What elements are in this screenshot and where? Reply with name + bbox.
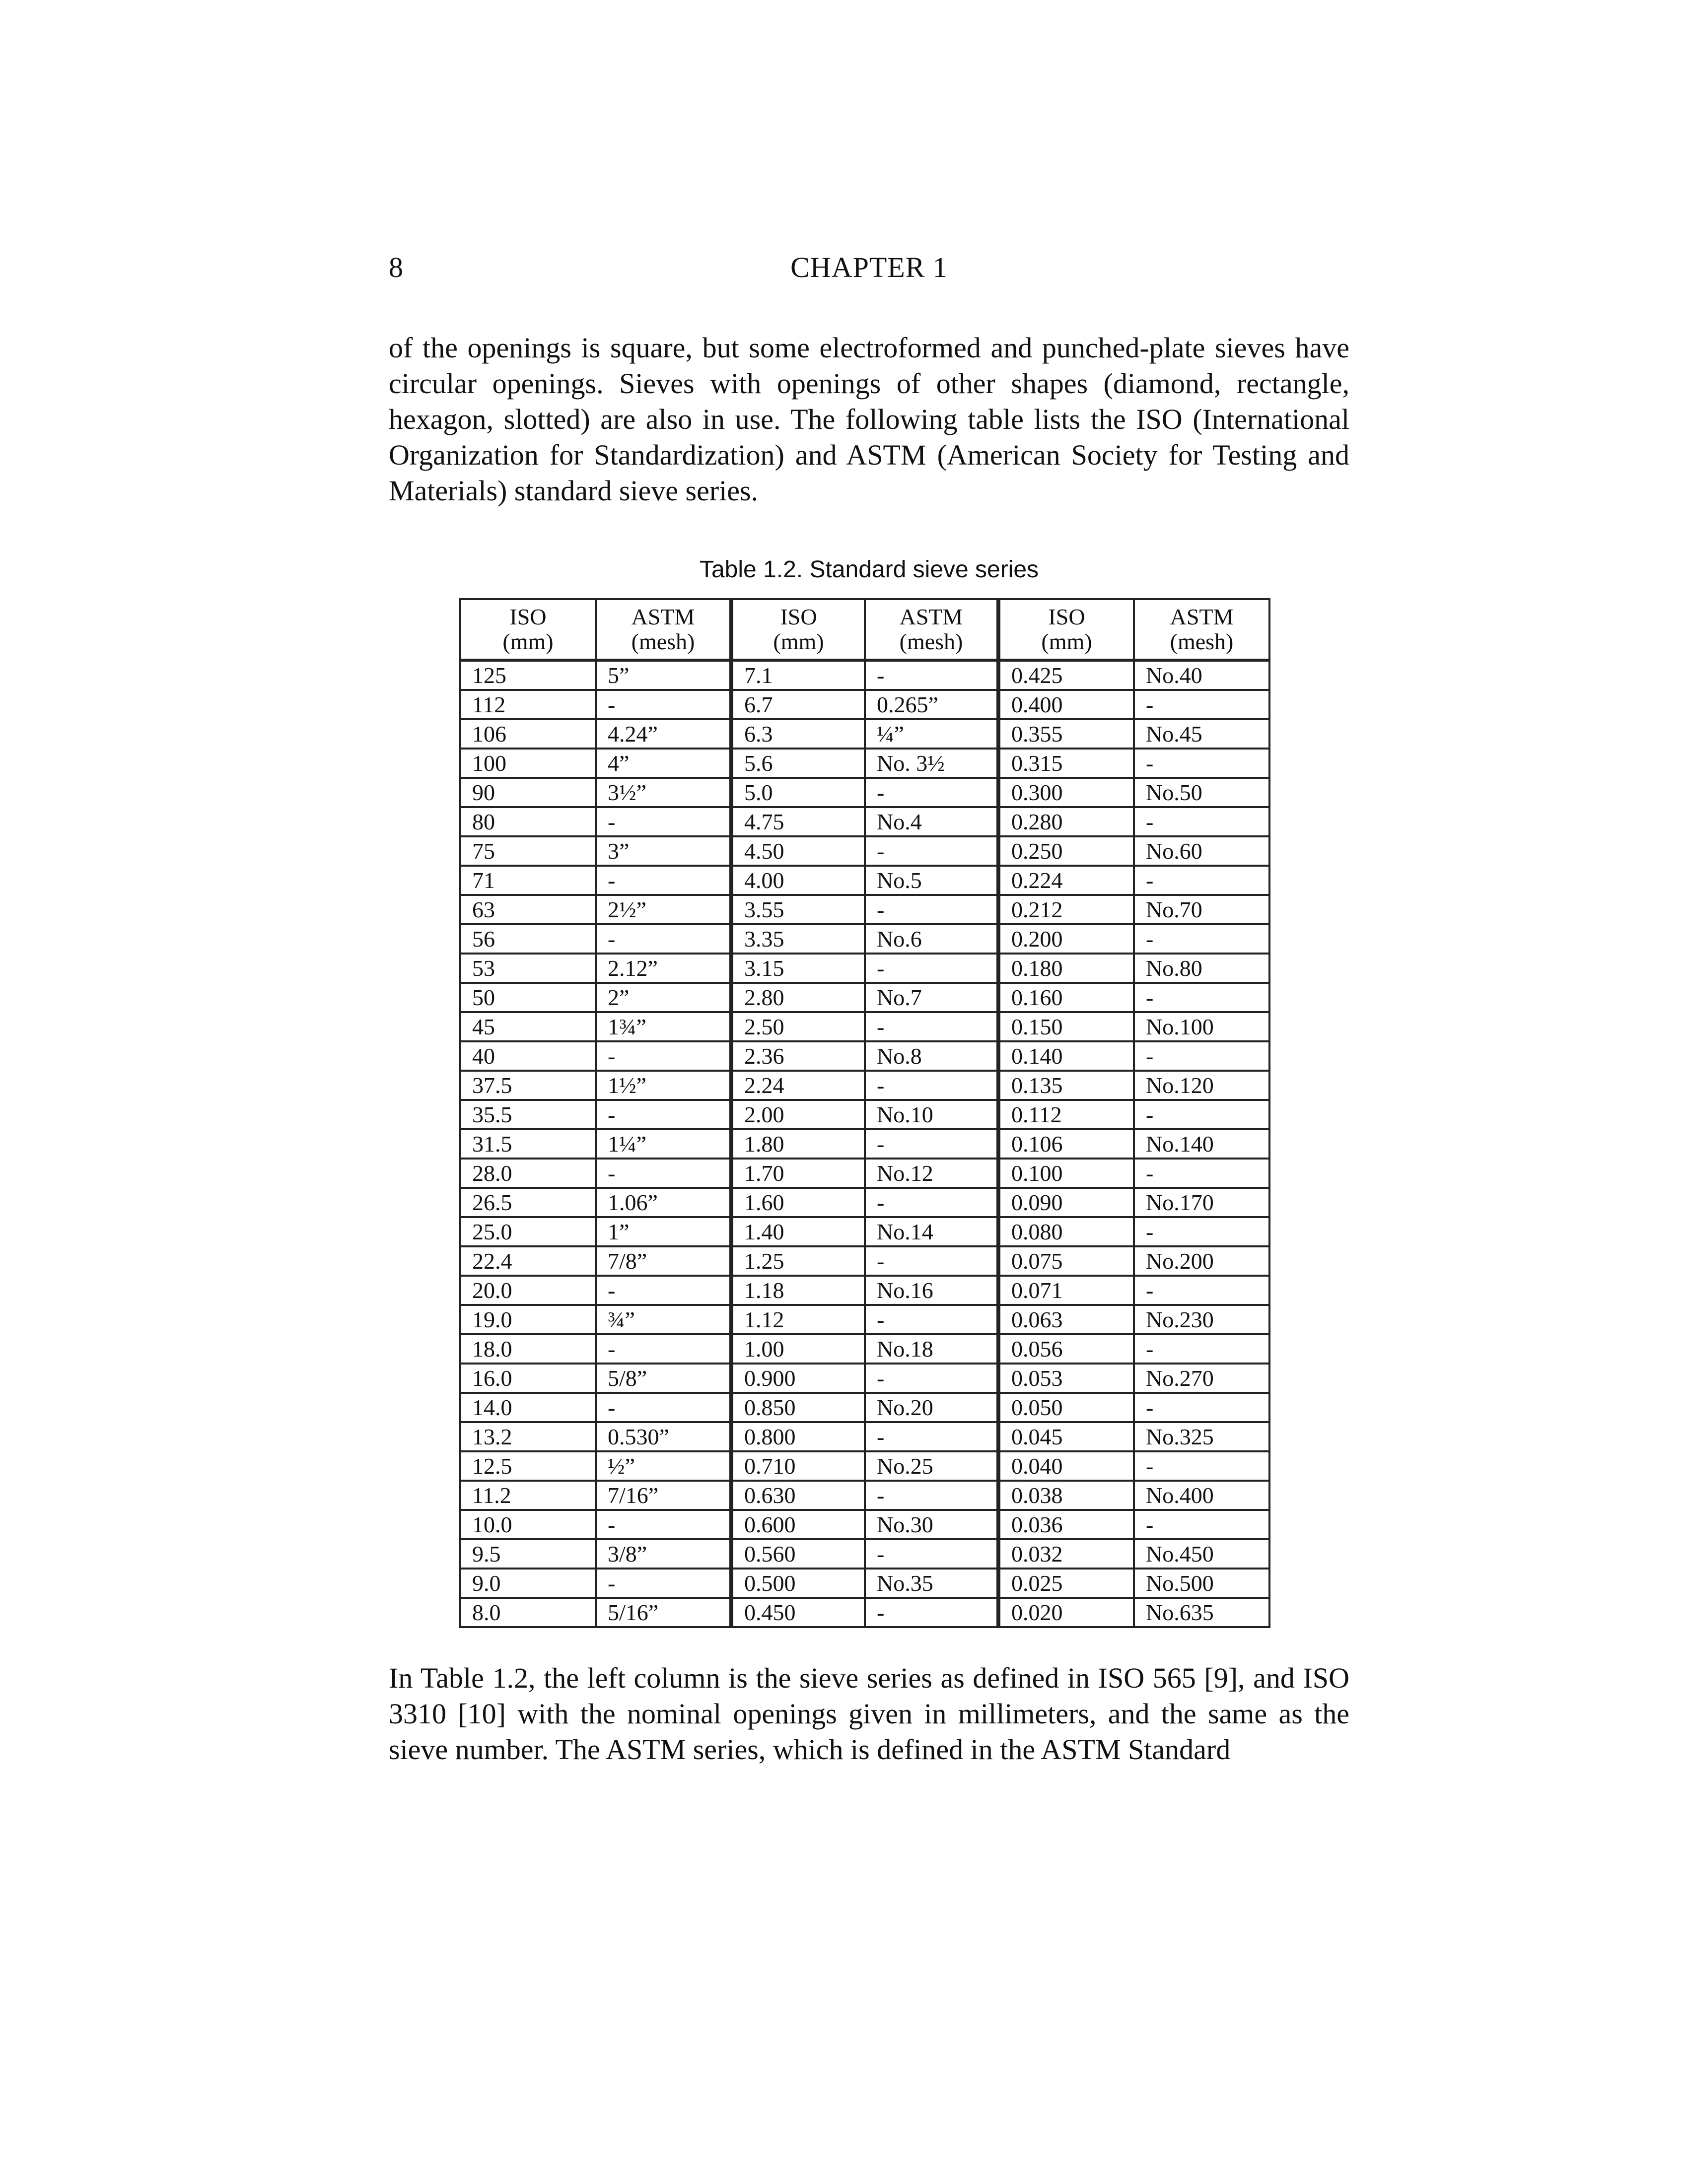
cell-astm-mesh-2: -	[865, 1481, 998, 1510]
cell-iso-mm-1: 71	[460, 866, 596, 895]
header-iso-mm-3: ISO (mm)	[998, 599, 1134, 660]
table-row	[460, 660, 1269, 690]
cell-astm-mesh-3: No.325	[1134, 1422, 1269, 1451]
cell-iso-mm-2: 0.900	[731, 1364, 865, 1393]
cell-iso-mm-3: 0.100	[998, 1159, 1134, 1188]
header-astm-mesh-1: ASTM (mesh)	[596, 599, 731, 660]
cell-astm-mesh-3: No.635	[1134, 1598, 1269, 1627]
cell-iso-mm-2: 1.40	[731, 1217, 865, 1246]
cell-astm-mesh-2: -	[865, 1129, 998, 1159]
cell-iso-mm-3: 0.056	[998, 1334, 1134, 1364]
cell-iso-mm-2: 4.00	[731, 866, 865, 895]
cell-astm-mesh-2: No.25	[865, 1451, 998, 1481]
cell-iso-mm-1: 13.2	[460, 1422, 596, 1451]
cell-iso-mm-3: 0.135	[998, 1071, 1134, 1100]
cell-astm-mesh-2: No.6	[865, 924, 998, 954]
header-row	[460, 599, 1269, 660]
cell-astm-mesh-1: -	[596, 807, 731, 836]
cell-astm-mesh-2: No.7	[865, 983, 998, 1012]
cell-iso-mm-2: 1.70	[731, 1159, 865, 1188]
table-row	[460, 1598, 1269, 1627]
cell-iso-mm-2: 5.6	[731, 749, 865, 778]
cell-astm-mesh-2: No.4	[865, 807, 998, 836]
closing-paragraph: In Table 1.2, the left column is the sieve series as defined in ISO 565 [9], and ISO 3310 [10] with the nominal openings given in millimeters, and the same as the sieve number. The ASTM series, which is defined in the ASTM Standard	[389, 1662, 1349, 1766]
page-number: 8	[389, 251, 403, 283]
cell-astm-mesh-1: 1¼”	[596, 1129, 731, 1159]
cell-astm-mesh-3: No.500	[1134, 1569, 1269, 1598]
cell-iso-mm-2: 6.7	[731, 690, 865, 719]
table-row	[460, 1364, 1269, 1393]
cell-iso-mm-2: 3.15	[731, 954, 865, 983]
cell-astm-mesh-2: No.35	[865, 1569, 998, 1598]
cell-iso-mm-3: 0.036	[998, 1510, 1134, 1539]
cell-astm-mesh-3: No.200	[1134, 1246, 1269, 1276]
cell-iso-mm-3: 0.038	[998, 1481, 1134, 1510]
cell-astm-mesh-2: -	[865, 1364, 998, 1393]
cell-iso-mm-3: 0.106	[998, 1129, 1134, 1159]
cell-iso-mm-2: 1.00	[731, 1334, 865, 1364]
sieve-series-table	[459, 598, 1270, 1628]
cell-iso-mm-1: 37.5	[460, 1071, 596, 1100]
cell-astm-mesh-2: No.8	[865, 1041, 998, 1071]
table-header	[460, 599, 1269, 660]
cell-astm-mesh-3: No.70	[1134, 895, 1269, 924]
cell-iso-mm-2: 1.60	[731, 1188, 865, 1217]
cell-iso-mm-3: 0.080	[998, 1217, 1134, 1246]
cell-astm-mesh-3: -	[1134, 1510, 1269, 1539]
cell-astm-mesh-1: 1½”	[596, 1071, 731, 1100]
cell-astm-mesh-2: No.20	[865, 1393, 998, 1422]
cell-astm-mesh-2: -	[865, 1071, 998, 1100]
table-row	[460, 1481, 1269, 1510]
cell-iso-mm-1: 26.5	[460, 1188, 596, 1217]
cell-astm-mesh-1: ½”	[596, 1451, 731, 1481]
table-row	[460, 836, 1269, 866]
cell-astm-mesh-2: No.18	[865, 1334, 998, 1364]
cell-astm-mesh-1: 2.12”	[596, 954, 731, 983]
table-row	[460, 1188, 1269, 1217]
cell-iso-mm-1: 8.0	[460, 1598, 596, 1627]
cell-iso-mm-1: 45	[460, 1012, 596, 1041]
cell-astm-mesh-3: No.450	[1134, 1539, 1269, 1569]
table-row	[460, 1393, 1269, 1422]
cell-astm-mesh-3: No.80	[1134, 954, 1269, 983]
cell-astm-mesh-1: 7/8”	[596, 1246, 731, 1276]
table-row	[460, 719, 1269, 749]
table-row	[460, 1510, 1269, 1539]
table-row	[460, 983, 1269, 1012]
table-row	[460, 1569, 1269, 1598]
cell-astm-mesh-1: 3/8”	[596, 1539, 731, 1569]
cell-astm-mesh-1: -	[596, 866, 731, 895]
cell-iso-mm-3: 0.315	[998, 749, 1134, 778]
cell-iso-mm-1: 31.5	[460, 1129, 596, 1159]
cell-iso-mm-2: 0.710	[731, 1451, 865, 1481]
cell-iso-mm-2: 2.50	[731, 1012, 865, 1041]
cell-iso-mm-2: 4.50	[731, 836, 865, 866]
table-row	[460, 1451, 1269, 1481]
cell-astm-mesh-1: -	[596, 1569, 731, 1598]
cell-iso-mm-3: 0.075	[998, 1246, 1134, 1276]
cell-astm-mesh-3: -	[1134, 1217, 1269, 1246]
cell-astm-mesh-1: -	[596, 1393, 731, 1422]
cell-astm-mesh-1: -	[596, 1334, 731, 1364]
cell-astm-mesh-2: -	[865, 1188, 998, 1217]
cell-astm-mesh-2: No.12	[865, 1159, 998, 1188]
cell-iso-mm-3: 0.140	[998, 1041, 1134, 1071]
cell-astm-mesh-2: -	[865, 1246, 998, 1276]
cell-astm-mesh-3: -	[1134, 1334, 1269, 1364]
cell-iso-mm-2: 1.18	[731, 1276, 865, 1305]
cell-astm-mesh-2: No.14	[865, 1217, 998, 1246]
cell-iso-mm-3: 0.053	[998, 1364, 1134, 1393]
cell-iso-mm-1: 125	[460, 660, 596, 690]
cell-iso-mm-2: 2.80	[731, 983, 865, 1012]
cell-iso-mm-1: 56	[460, 924, 596, 954]
cell-astm-mesh-3: No.270	[1134, 1364, 1269, 1393]
cell-astm-mesh-3: -	[1134, 983, 1269, 1012]
cell-astm-mesh-1: 1¾”	[596, 1012, 731, 1041]
cell-iso-mm-2: 4.75	[731, 807, 865, 836]
table-row	[460, 954, 1269, 983]
cell-astm-mesh-3: -	[1134, 924, 1269, 954]
cell-iso-mm-2: 0.560	[731, 1539, 865, 1569]
cell-iso-mm-1: 11.2	[460, 1481, 596, 1510]
cell-iso-mm-3: 0.224	[998, 866, 1134, 895]
cell-astm-mesh-1: 2”	[596, 983, 731, 1012]
cell-iso-mm-1: 20.0	[460, 1276, 596, 1305]
cell-iso-mm-2: 0.630	[731, 1481, 865, 1510]
cell-iso-mm-2: 1.25	[731, 1246, 865, 1276]
cell-astm-mesh-3: No.50	[1134, 778, 1269, 807]
table-row	[460, 895, 1269, 924]
page-header	[389, 251, 1349, 295]
cell-astm-mesh-3: No.170	[1134, 1188, 1269, 1217]
cell-iso-mm-1: 63	[460, 895, 596, 924]
cell-astm-mesh-1: 4”	[596, 749, 731, 778]
header-astm-mesh-2: ASTM (mesh)	[865, 599, 998, 660]
cell-astm-mesh-1: -	[596, 690, 731, 719]
cell-astm-mesh-1: -	[596, 1159, 731, 1188]
cell-astm-mesh-3: No.400	[1134, 1481, 1269, 1510]
cell-iso-mm-3: 0.150	[998, 1012, 1134, 1041]
cell-astm-mesh-3: No.45	[1134, 719, 1269, 749]
cell-astm-mesh-1: 7/16”	[596, 1481, 731, 1510]
table-row	[460, 924, 1269, 954]
table-row	[460, 1246, 1269, 1276]
table-row	[460, 807, 1269, 836]
cell-iso-mm-3: 0.050	[998, 1393, 1134, 1422]
table-row	[460, 1041, 1269, 1071]
table-body	[460, 660, 1269, 1627]
table-row	[460, 1276, 1269, 1305]
cell-astm-mesh-2: -	[865, 778, 998, 807]
cell-iso-mm-2: 3.35	[731, 924, 865, 954]
cell-iso-mm-3: 0.250	[998, 836, 1134, 866]
intro-paragraph: of the openings is square, but some electroformed and punched-plate sieves have circular openings. Sieves with openings of other shapes (diamond, rectangle, hexagon, slotted) are also in use. The following table lists the ISO (International Organization for Standardization) and ASTM (American Society for Testing and Materials) standard sieve series.	[389, 332, 1349, 507]
table-row	[460, 1539, 1269, 1569]
cell-astm-mesh-1: -	[596, 1510, 731, 1539]
cell-iso-mm-2: 2.00	[731, 1100, 865, 1129]
cell-astm-mesh-1: -	[596, 1276, 731, 1305]
cell-astm-mesh-1: 5”	[596, 660, 731, 690]
cell-iso-mm-2: 6.3	[731, 719, 865, 749]
cell-iso-mm-1: 22.4	[460, 1246, 596, 1276]
cell-astm-mesh-2: -	[865, 836, 998, 866]
table-row	[460, 1129, 1269, 1159]
table-row	[460, 1012, 1269, 1041]
header-iso-mm-2: ISO (mm)	[731, 599, 865, 660]
cell-astm-mesh-3: -	[1134, 1276, 1269, 1305]
cell-iso-mm-2: 7.1	[731, 660, 865, 690]
cell-iso-mm-3: 0.212	[998, 895, 1134, 924]
cell-astm-mesh-3: -	[1134, 1393, 1269, 1422]
cell-iso-mm-3: 0.020	[998, 1598, 1134, 1627]
cell-iso-mm-2: 0.450	[731, 1598, 865, 1627]
cell-iso-mm-1: 25.0	[460, 1217, 596, 1246]
cell-iso-mm-3: 0.160	[998, 983, 1134, 1012]
cell-iso-mm-3: 0.032	[998, 1539, 1134, 1569]
cell-astm-mesh-3: -	[1134, 807, 1269, 836]
cell-astm-mesh-2: -	[865, 1012, 998, 1041]
cell-astm-mesh-3: -	[1134, 866, 1269, 895]
cell-astm-mesh-3: -	[1134, 1451, 1269, 1481]
cell-iso-mm-2: 2.24	[731, 1071, 865, 1100]
cell-astm-mesh-2: -	[865, 1539, 998, 1569]
cell-iso-mm-3: 0.180	[998, 954, 1134, 983]
cell-astm-mesh-3: -	[1134, 1041, 1269, 1071]
cell-astm-mesh-2: ¼”	[865, 719, 998, 749]
cell-iso-mm-2: 1.80	[731, 1129, 865, 1159]
cell-astm-mesh-1: 5/16”	[596, 1598, 731, 1627]
cell-iso-mm-1: 14.0	[460, 1393, 596, 1422]
cell-astm-mesh-2: -	[865, 660, 998, 690]
cell-iso-mm-2: 3.55	[731, 895, 865, 924]
cell-iso-mm-1: 50	[460, 983, 596, 1012]
cell-iso-mm-3: 0.355	[998, 719, 1134, 749]
cell-iso-mm-1: 18.0	[460, 1334, 596, 1364]
cell-astm-mesh-3: No.100	[1134, 1012, 1269, 1041]
cell-astm-mesh-2: No.5	[865, 866, 998, 895]
cell-iso-mm-1: 35.5	[460, 1100, 596, 1129]
cell-iso-mm-2: 2.36	[731, 1041, 865, 1071]
cell-astm-mesh-2: -	[865, 895, 998, 924]
cell-astm-mesh-1: -	[596, 1100, 731, 1129]
table-row	[460, 866, 1269, 895]
cell-astm-mesh-2: No.30	[865, 1510, 998, 1539]
cell-iso-mm-3: 0.280	[998, 807, 1134, 836]
cell-iso-mm-1: 106	[460, 719, 596, 749]
header-astm-mesh-3: ASTM (mesh)	[1134, 599, 1269, 660]
cell-astm-mesh-2: No. 3½	[865, 749, 998, 778]
cell-iso-mm-1: 19.0	[460, 1305, 596, 1334]
cell-astm-mesh-1: 4.24”	[596, 719, 731, 749]
cell-iso-mm-1: 100	[460, 749, 596, 778]
cell-astm-mesh-3: -	[1134, 1159, 1269, 1188]
cell-iso-mm-2: 0.500	[731, 1569, 865, 1598]
cell-astm-mesh-1: -	[596, 924, 731, 954]
cell-iso-mm-2: 0.800	[731, 1422, 865, 1451]
table-row	[460, 1305, 1269, 1334]
cell-iso-mm-3: 0.300	[998, 778, 1134, 807]
table-row	[460, 1159, 1269, 1188]
cell-astm-mesh-1: 3”	[596, 836, 731, 866]
cell-astm-mesh-3: -	[1134, 749, 1269, 778]
cell-astm-mesh-3: No.40	[1134, 660, 1269, 690]
cell-astm-mesh-3: No.120	[1134, 1071, 1269, 1100]
cell-iso-mm-1: 40	[460, 1041, 596, 1071]
table-row	[460, 690, 1269, 719]
cell-iso-mm-1: 75	[460, 836, 596, 866]
cell-iso-mm-3: 0.045	[998, 1422, 1134, 1451]
cell-iso-mm-1: 90	[460, 778, 596, 807]
cell-astm-mesh-3: No.140	[1134, 1129, 1269, 1159]
cell-iso-mm-3: 0.040	[998, 1451, 1134, 1481]
cell-iso-mm-2: 0.850	[731, 1393, 865, 1422]
cell-astm-mesh-1: 5/8”	[596, 1364, 731, 1393]
cell-iso-mm-1: 9.0	[460, 1569, 596, 1598]
cell-astm-mesh-1: 0.530”	[596, 1422, 731, 1451]
cell-iso-mm-1: 9.5	[460, 1539, 596, 1569]
cell-astm-mesh-1: 1”	[596, 1217, 731, 1246]
cell-iso-mm-2: 0.600	[731, 1510, 865, 1539]
cell-astm-mesh-2: 0.265”	[865, 690, 998, 719]
cell-astm-mesh-1: 1.06”	[596, 1188, 731, 1217]
cell-iso-mm-3: 0.025	[998, 1569, 1134, 1598]
cell-astm-mesh-3: No.230	[1134, 1305, 1269, 1334]
table-row	[460, 1100, 1269, 1129]
cell-astm-mesh-2: No.10	[865, 1100, 998, 1129]
cell-iso-mm-3: 0.400	[998, 690, 1134, 719]
cell-astm-mesh-2: -	[865, 1305, 998, 1334]
cell-iso-mm-3: 0.425	[998, 660, 1134, 690]
table-row	[460, 1217, 1269, 1246]
header-iso-mm-1: ISO (mm)	[460, 599, 596, 660]
cell-astm-mesh-3: -	[1134, 1100, 1269, 1129]
cell-iso-mm-1: 10.0	[460, 1510, 596, 1539]
table-caption: Table 1.2. Standard sieve series	[699, 556, 1039, 583]
table-row	[460, 1071, 1269, 1100]
cell-astm-mesh-2: No.16	[865, 1276, 998, 1305]
cell-astm-mesh-2: -	[865, 1422, 998, 1451]
cell-iso-mm-3: 0.063	[998, 1305, 1134, 1334]
cell-astm-mesh-1: 3½”	[596, 778, 731, 807]
cell-astm-mesh-1: ¾”	[596, 1305, 731, 1334]
cell-astm-mesh-3: -	[1134, 690, 1269, 719]
cell-iso-mm-3: 0.071	[998, 1276, 1134, 1305]
cell-astm-mesh-2: -	[865, 1598, 998, 1627]
cell-iso-mm-2: 5.0	[731, 778, 865, 807]
cell-iso-mm-1: 28.0	[460, 1159, 596, 1188]
chapter-heading: CHAPTER 1	[790, 251, 948, 283]
cell-iso-mm-1: 53	[460, 954, 596, 983]
cell-iso-mm-3: 0.090	[998, 1188, 1134, 1217]
cell-astm-mesh-2: -	[865, 954, 998, 983]
cell-iso-mm-3: 0.200	[998, 924, 1134, 954]
table-row	[460, 1422, 1269, 1451]
table-row	[460, 1334, 1269, 1364]
cell-astm-mesh-1: -	[596, 1041, 731, 1071]
sieve-table-container	[459, 598, 1268, 1628]
cell-iso-mm-2: 1.12	[731, 1305, 865, 1334]
cell-iso-mm-3: 0.112	[998, 1100, 1134, 1129]
cell-iso-mm-1: 16.0	[460, 1364, 596, 1393]
table-row	[460, 778, 1269, 807]
cell-iso-mm-1: 80	[460, 807, 596, 836]
cell-iso-mm-1: 12.5	[460, 1451, 596, 1481]
cell-astm-mesh-3: No.60	[1134, 836, 1269, 866]
cell-iso-mm-1: 112	[460, 690, 596, 719]
cell-astm-mesh-1: 2½”	[596, 895, 731, 924]
table-row	[460, 749, 1269, 778]
